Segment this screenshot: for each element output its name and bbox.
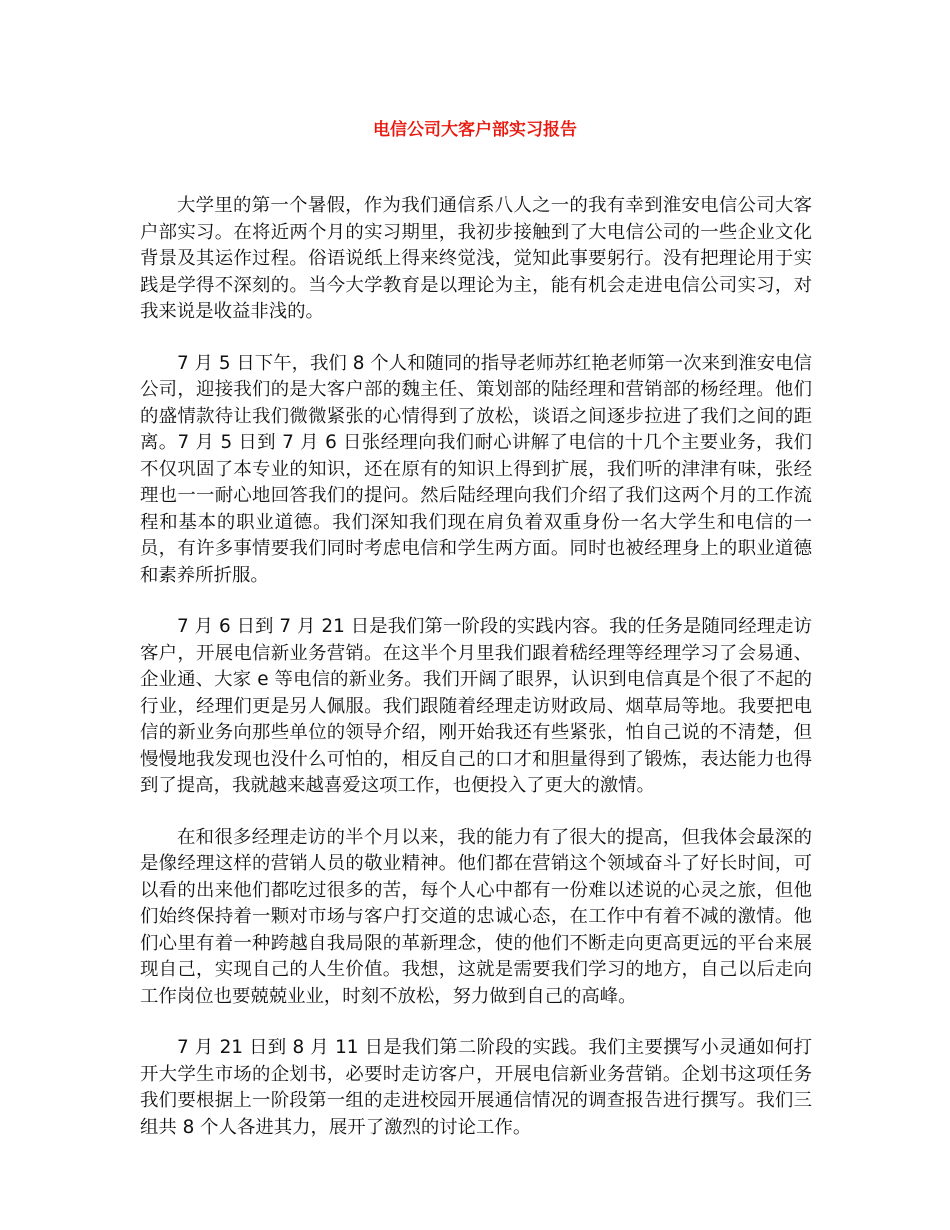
document-title: 电信公司大客户部实习报告 [373, 120, 577, 140]
paragraph-5: 7 月 21 日到 8 月 11 日是我们第二阶段的实践。我们主要撰写小灵通如何打开大学生市场的企划书，必要时走访客户，开展电信新业务营销。企划书这项任务我们要根据上一阶段第一组的走进校园开展通信情况的调查报告进行撰写。我们三组共 8 个人各进其力，展开了激烈的讨论工作。 [140, 1037, 812, 1138]
paragraph-3: 7 月 6 日到 7 月 21 日是我们第一阶段的实践内容。我的任务是随同经理走访客户，开展电信新业务营销。在这半个月里我们跟着嵇经理等经理学习了会易通、企业通、大家 e 等电信的新业务。我们开阔了眼界，认识到电信真是个很了不起的行业，经理们更是另人佩服。我们跟随着经理走访财政局、烟草局等地。我要把电信的新业务向那些单位的领导介绍，刚开始我还有些紧张，怕自己说的不清楚，但慢慢地我发现也没什么可怕的，相反自己的口才和胆量得到了锻炼，表达能力也得到了提高，我就越来越喜爱这项工作，也便投入了更大的激情。 [140, 616, 812, 796]
document-body [140, 193, 812, 1166]
paragraph-1: 大学里的第一个暑假，作为我们通信系八人之一的我有幸到淮安电信公司大客户部实习。在将近两个月的实习期里，我初步接触到了大电信公司的一些企业文化背景及其运作过程。俗语说纸上得来终觉浅，觉知此事要躬行。没有把理论用于实践是学得不深刻的。当今大学教育是以理论为主，能有机会走进电信公司实习，对我来说是收益非浅的。 [140, 195, 812, 322]
paragraph-2: 7 月 5 日下午，我们 8 个人和随同的指导老师苏红艳老师第一次来到淮安电信公司，迎接我们的是大客户部的魏主任、策划部的陆经理和营销部的杨经理。他们的盛情款待让我们微微紧张的心情得到了放松，谈语之间逐步拉进了我们之间的距离。7 月 5 日到 7 月 6 日张经理向我们耐心讲解了电信的十几个主要业务，我们不仅巩固了本专业的知识，还在原有的知识上得到扩展，我们听的津津有味，张经理也一一耐心地回答我们的提问。然后陆经理向我们介绍了我们这两个月的工作流程和基本的职业道德。我们深知我们现在肩负着双重身份一名大学生和电信的一员，有许多事情要我们同时考虑电信和学生两方面。同时也被经理身上的职业道德和素养所折服。 [140, 352, 812, 586]
paragraph-4: 在和很多经理走访的半个月以来，我的能力有了很大的提高，但我体会最深的是像经理这样的营销人员的敬业精神。他们都在营销这个领域奋斗了好长时间，可以看的出来他们都吃过很多的苦，每个人心中都有一份难以述说的心灵之旅，但他们始终保持着一颗对市场与客户打交道的忠诚心态，在工作中有着不减的激情。他们心里有着一种跨越自我局限的革新理念，使的他们不断走向更高更远的平台来展现自己，实现自己的人生价值。我想，这就是需要我们学习的地方，自己以后走向工作岗位也要兢兢业业，时刻不放松，努力做到自己的高峰。 [140, 826, 812, 1007]
